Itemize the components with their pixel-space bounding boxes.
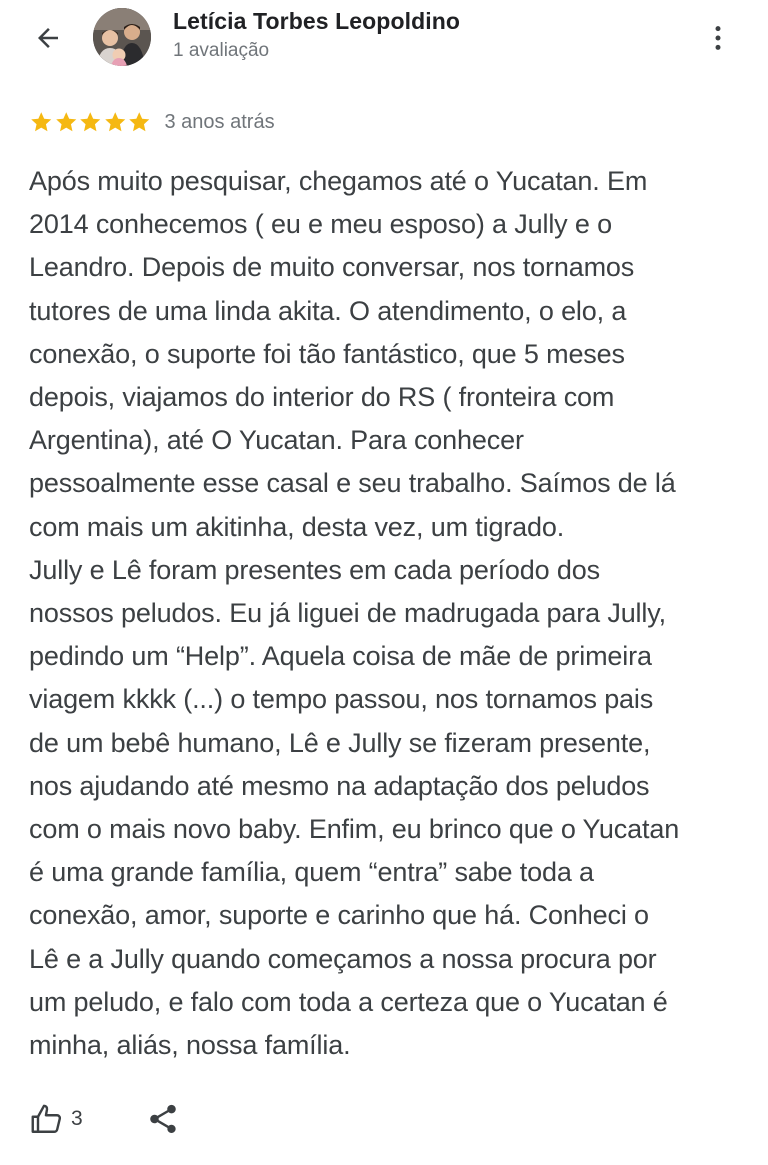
review-text: Após muito pesquisar, chegamos até o Yucatan. Em 2014 conhecemos ( eu e meu esposo) a Jully e o Leandro. Depois de muito conversar, nos tornamos tutores de uma linda akita. O atendimento, o elo, a conexão, o suporte foi tão fantástico, que 5 meses depois, viajamos do interior do RS ( fronteira com Argentina), até O Yucatan. Para conhecer pessoalmente esse casal e seu trabalho. Saímos de lá com mais um akitinha, desta vez, um tigrado. Jully e Lê foram presentes em cada período dos nossos peludos. Eu já liguei de madrugada para Jully, pedindo um “Help”. Aquela coisa de mãe de primeira viagem kkkk (...) o tempo passou, nos tornamos pais de um bebê humano, Lê e Jully se fizeram presente, nos ajudando até mesmo na adaptação dos peludos com o mais novo baby. Enfim, eu brinco que o Yucatan é uma grande família, quem “entra” sabe toda a conexão, amor, suporte e carinho que há. Conheci o Lê e a Jully quando começamos a nossa procura por um peludo, e falo com toda a certeza que o Yucatan é minha, aliás, nossa família.: [29, 166, 680, 1061]
back-button[interactable]: [26, 20, 70, 56]
star-rating: [29, 110, 152, 134]
avatar-photo: [93, 8, 151, 66]
star-icon: [78, 110, 103, 134]
more-options-button[interactable]: [700, 16, 736, 60]
author-avatar[interactable]: [93, 8, 151, 66]
star-icon: [127, 110, 152, 134]
author-review-count: 1 avaliação: [173, 40, 270, 61]
arrow-back-icon: [33, 23, 63, 53]
more-vertical-icon: [703, 23, 733, 53]
star-icon: [54, 110, 79, 134]
share-icon: [146, 1102, 180, 1136]
like-count: 3: [71, 1107, 83, 1130]
author-name[interactable]: Letícia Torbes Leopoldino: [173, 8, 461, 34]
star-icon: [103, 110, 128, 134]
like-button[interactable]: [29, 1101, 83, 1137]
review-actions: [29, 1097, 183, 1141]
star-icon: [29, 110, 54, 134]
review-header: [0, 0, 768, 80]
share-button[interactable]: [143, 1099, 183, 1139]
review-time: 3 anos atrás: [164, 110, 275, 133]
thumbs-up-icon: [29, 1101, 65, 1137]
rating-row: [29, 108, 275, 136]
